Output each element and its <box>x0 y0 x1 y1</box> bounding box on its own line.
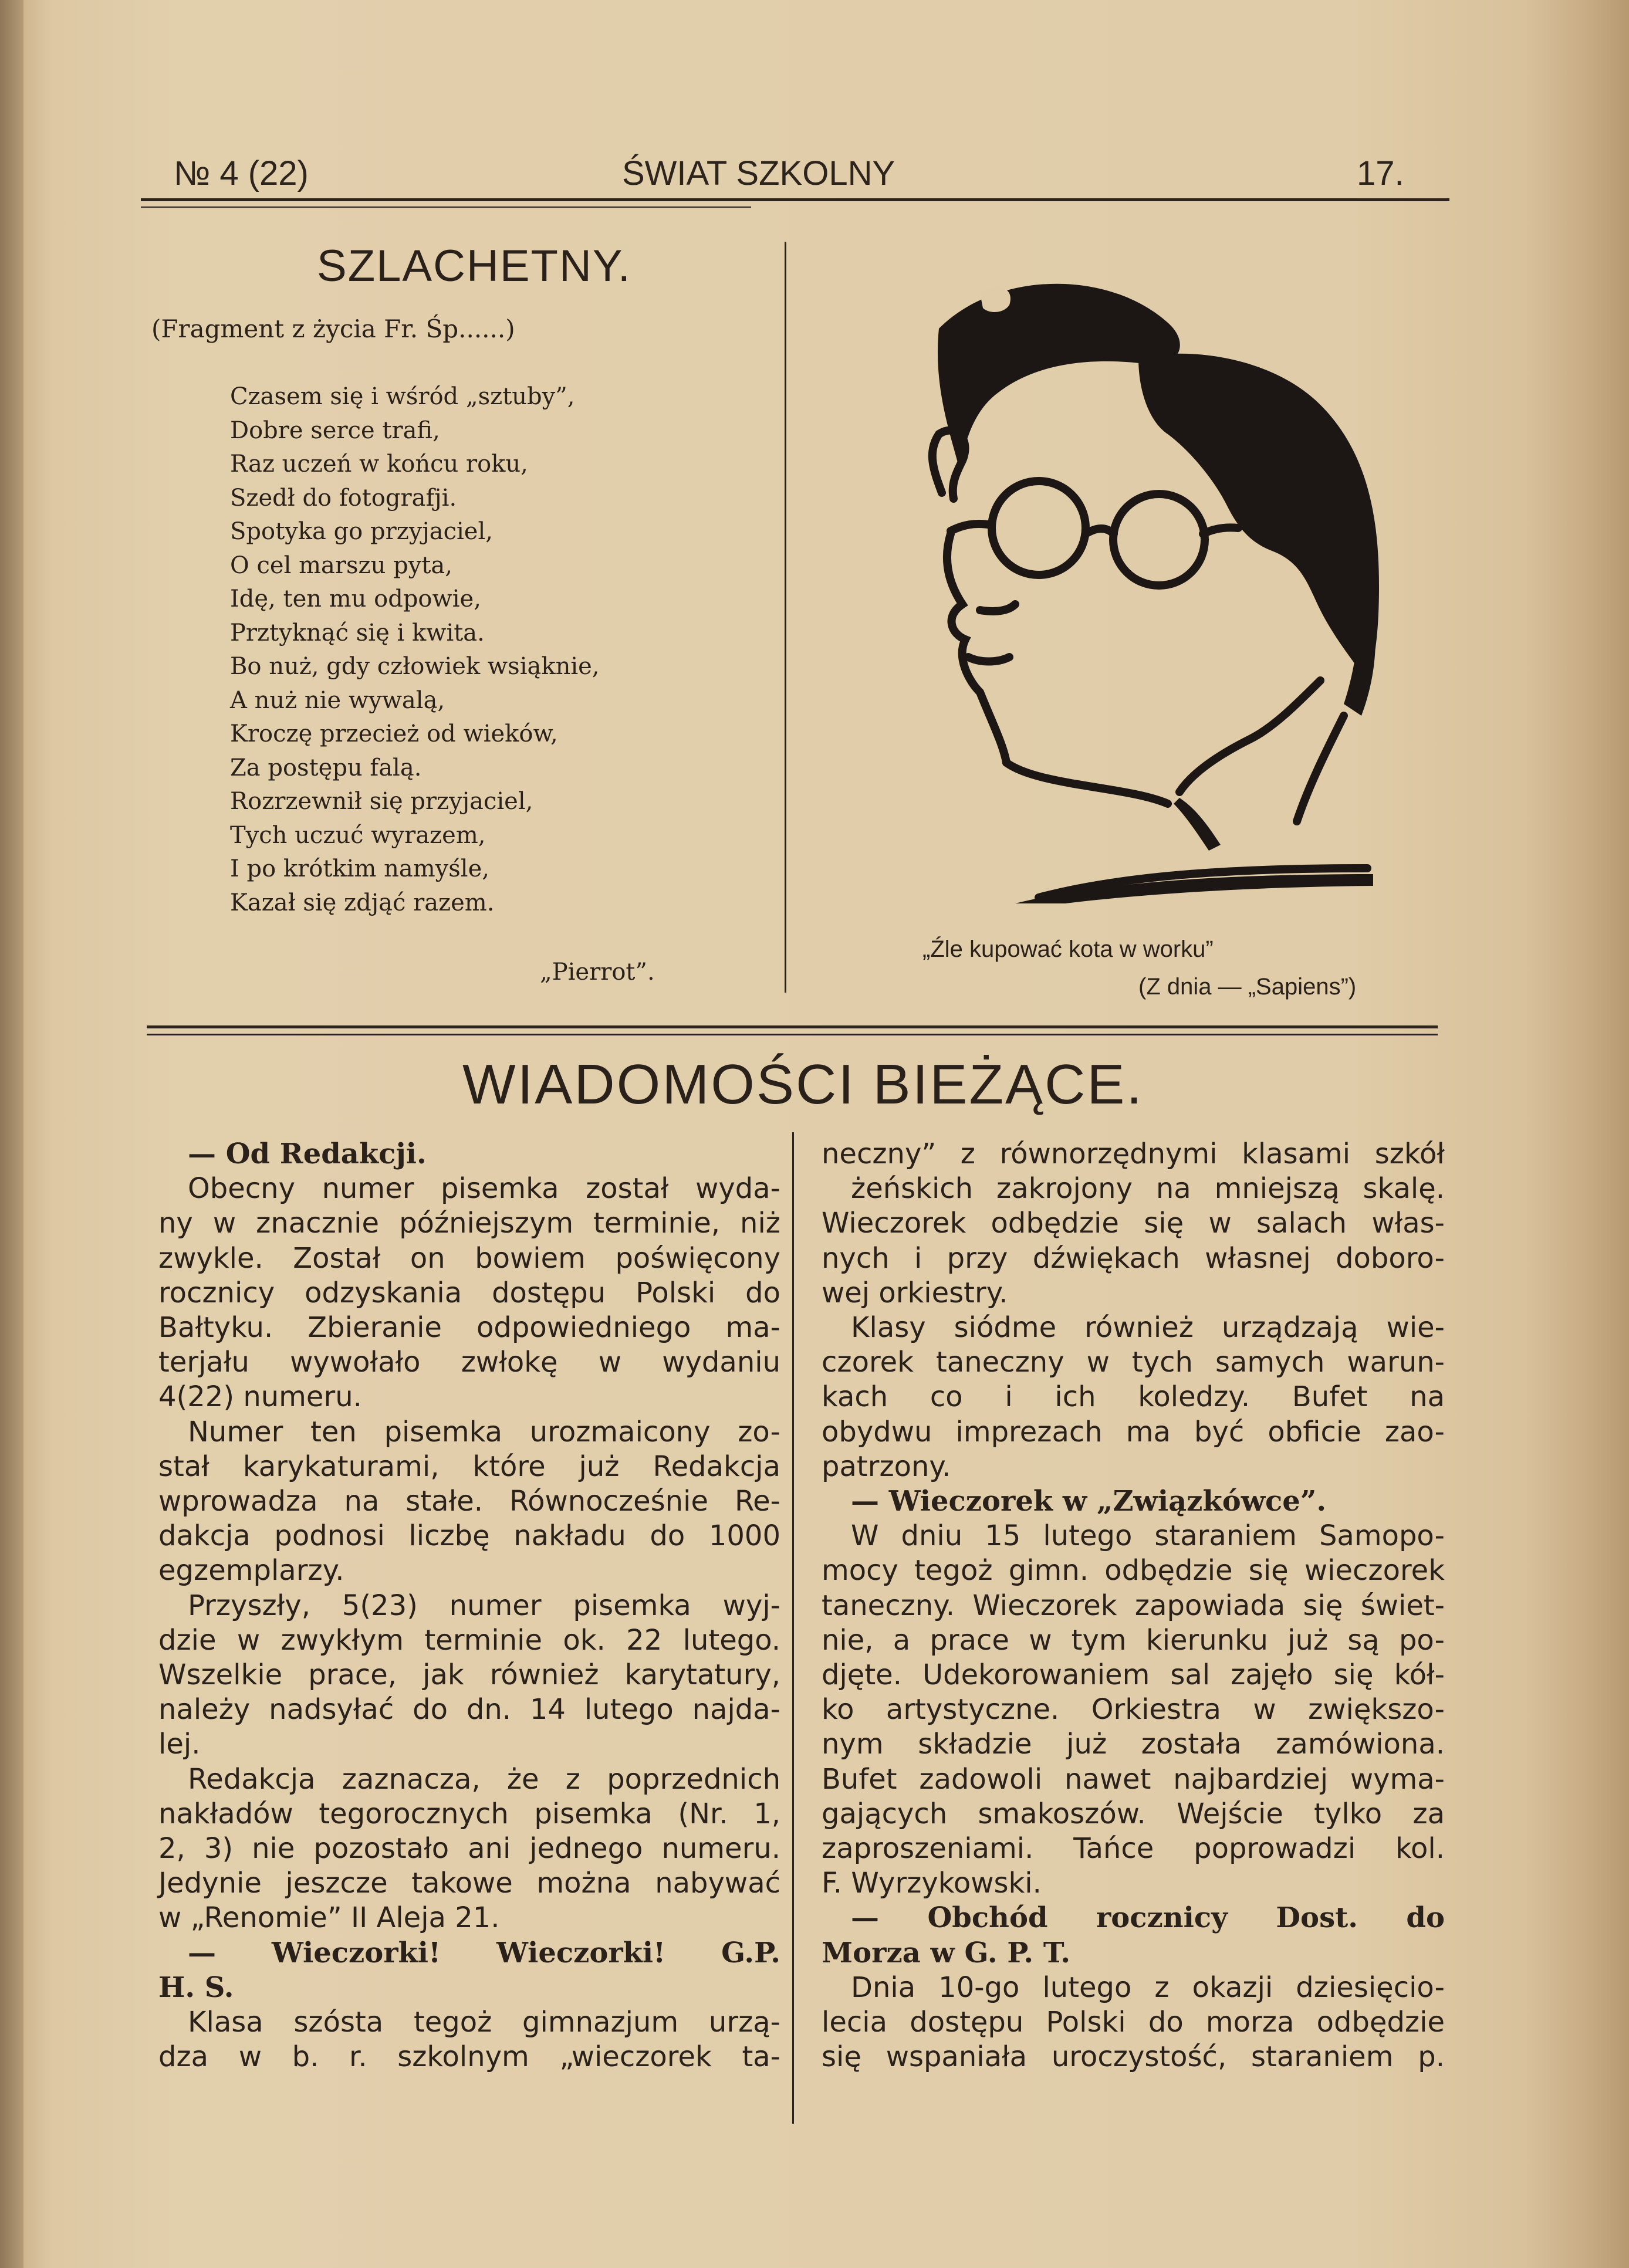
news-text-line: stał karykaturami, które już Redakcja <box>158 1450 780 1483</box>
news-left-column <box>158 1137 780 2074</box>
news-text-line: djęte. Udekorowaniem sal zajęło się kół- <box>822 1658 1445 1692</box>
news-heading-line: — Wieczorki! Wieczorki! G.P. <box>188 1936 780 1969</box>
poem-line: Tych uczuć wyrazem, <box>230 821 486 849</box>
poem-line: Idę, ten mu odpowie, <box>230 585 481 612</box>
poem-line: Dobre serce trafi, <box>230 417 440 444</box>
poem-line: Szedł do fotografji. <box>230 484 457 512</box>
header-rule <box>141 198 1449 201</box>
news-text-line: gających smakoszów. Wejście tylko za <box>822 1797 1445 1830</box>
news-text-line: egzemplarzy. <box>158 1554 344 1587</box>
header-rule-thin <box>141 207 751 208</box>
poem-line: Kazał się zdjąć razem. <box>230 889 495 916</box>
news-text-line: Dnia 10-go lutego z okazji dziesięcio- <box>851 1971 1445 2004</box>
news-text-line: zwykle. Został on bowiem poświęcony <box>158 1241 780 1275</box>
news-right-column <box>822 1137 1445 2074</box>
news-text-line: Bałtyku. Zbieranie odpowiedniego ma- <box>158 1311 780 1345</box>
poem-line: A nuż nie wywalą, <box>230 686 445 714</box>
news-text-line: terjału wywołało zwłokę w wydaniu <box>158 1346 780 1379</box>
section-rule-1 <box>147 1025 1438 1028</box>
news-text-line: 4(22) numeru. <box>158 1380 362 1414</box>
news-text-line: W dniu 15 lutego staraniem Samopo- <box>851 1519 1445 1553</box>
news-text-line: mocy tegoż gimn. odbędzie się wieczorek <box>822 1554 1445 1587</box>
news-text-line: 2, 3) nie pozostało ani jednego numeru. <box>158 1832 780 1866</box>
news-heading-line: — Od Redakcji. <box>188 1138 427 1170</box>
poem-line: Rozrzewnił się przyjaciel, <box>230 788 533 815</box>
news-text-line: Wszelkie prace, jak również karytatury, <box>158 1658 780 1692</box>
poem-subtitle: (Fragment z życia Fr. Śp......) <box>151 314 515 343</box>
journal-title: ŚWIAT SZKOLNY <box>622 154 895 192</box>
news-text-line: nie, a prace w tym kierunku już są po- <box>822 1623 1445 1657</box>
page-number: 17. <box>1357 154 1404 192</box>
poem-line: Czasem się i wśród „sztuby”, <box>230 383 575 410</box>
news-text-line: wprowadza na stałe. Równocześnie Re- <box>158 1485 780 1518</box>
news-heading-line: — Wieczorek w „Związkówce”. <box>851 1485 1327 1518</box>
section-rule-2 <box>147 1034 1438 1035</box>
news-text-line: dza w b. r. szkolnym „wieczorek ta- <box>158 2040 780 2074</box>
poem-signature: „Pierrot”. <box>540 959 655 986</box>
news-text-line: Przyszły, 5(23) numer pisemka wyj- <box>188 1589 780 1622</box>
news-text-line: ko artystyczne. Orkiestra w zwiększo- <box>822 1693 1445 1727</box>
poem-title: SZLACHETNY. <box>317 241 631 291</box>
news-heading-line: Morza w G. P. T. <box>822 1936 1071 1969</box>
news-text-line: taneczny. Wieczorek zapowiada się świet- <box>822 1589 1445 1622</box>
poem-line: Spotyka go przyjaciel, <box>230 518 493 545</box>
news-text-line: ny w znacznie późniejszym terminie, niż <box>158 1207 780 1240</box>
news-text-line: wej orkiestry. <box>822 1276 1008 1309</box>
cartoon-caption: „Źle kupować kota w worku” <box>922 936 1214 962</box>
news-text-line: Jedynie jeszcze takowe można nabywać <box>158 1867 780 1900</box>
news-text-line: Wieczorek odbędzie się w salach włas- <box>822 1207 1445 1240</box>
poem-line: I po krótkim namyśle, <box>230 855 489 882</box>
news-text-line: w „Renomie” II Aleja 21. <box>158 1901 500 1935</box>
news-text-line: żeńskich zakrojony na mniejszą skalę. <box>851 1172 1445 1206</box>
news-text-line: lej. <box>158 1728 201 1761</box>
news-text-line: Numer ten pisemka urozmaicony zo- <box>188 1415 780 1448</box>
poem-line: Za postępu falą. <box>230 754 422 781</box>
news-text-line: kach co i ich koledzy. Bufet na <box>822 1380 1445 1414</box>
news-text-line: się wspaniała uroczystość, staraniem p. <box>822 2040 1445 2074</box>
news-text-line: Obecny numer pisemka został wyda- <box>188 1172 780 1206</box>
news-text-line: Bufet zadowoli nawet najbardziej wyma- <box>822 1762 1445 1796</box>
news-text-line: zaproszeniami. Tańce poprowadzi kol. <box>822 1832 1445 1866</box>
news-text-line: dakcja podnosi liczbę nakładu do 1000 <box>158 1519 780 1553</box>
news-text-line: patrzony. <box>822 1450 951 1483</box>
poem-line: Raz uczeń w końcu roku, <box>230 451 528 478</box>
poem-line: Bo nuż, gdy człowiek wsiąknie, <box>230 653 600 680</box>
poem-lines <box>230 380 600 920</box>
column-divider-bottom <box>792 1132 794 2124</box>
poem-line: O cel marszu pyta, <box>230 551 452 579</box>
news-heading-line: — Obchód rocznicy Dost. do <box>851 1901 1445 1935</box>
news-text-line: Redakcja zaznacza, że z poprzednich <box>188 1762 780 1796</box>
news-title: WIADOMOŚCI BIEŻĄCE. <box>462 1053 1144 1116</box>
news-text-line: dzie w zwykłym terminie ok. 22 lutego. <box>158 1623 780 1657</box>
issue-number: № 4 (22) <box>174 154 309 192</box>
news-text-line: nym składzie już została zamówiona. <box>822 1728 1445 1761</box>
news-text-line: obydwu imprezach ma być obficie zao- <box>822 1415 1445 1448</box>
news-text-line: Klasa szósta tegoż gimnazjum urzą- <box>188 2006 780 2039</box>
news-text-line: nakładów tegorocznych pisemka (Nr. 1, <box>158 1797 780 1830</box>
news-text-line: Klasy siódme również urządzają wie- <box>851 1311 1445 1345</box>
news-text-line: lecia dostępu Polski do morza odbędzie <box>822 2006 1445 2039</box>
news-text-line: czorek taneczny w tych samych warun- <box>822 1346 1445 1379</box>
poem-line: Kroczę przecież od wieków, <box>230 720 558 747</box>
news-heading-line: H. S. <box>158 1971 234 2004</box>
news-text-line: neczny” z równorzędnymi klasami szkół <box>822 1138 1445 1170</box>
news-text-line: należy nadsyłać do dn. 14 lutego najda- <box>158 1693 780 1727</box>
poem-line: Prztyknąć się i kwita. <box>230 619 485 646</box>
caricature-image <box>863 258 1402 903</box>
column-divider-top <box>785 242 786 993</box>
cartoon-credit: (Z dnia — „Sapiens”) <box>1138 974 1357 1000</box>
news-text-line: nych i przy dźwiękach własnej doboro- <box>822 1241 1445 1275</box>
news-text-line: F. Wyrzykowski. <box>822 1867 1042 1900</box>
news-text-line: rocznicy odzyskania dostępu Polski do <box>158 1276 780 1309</box>
binding-edge <box>0 0 23 2268</box>
